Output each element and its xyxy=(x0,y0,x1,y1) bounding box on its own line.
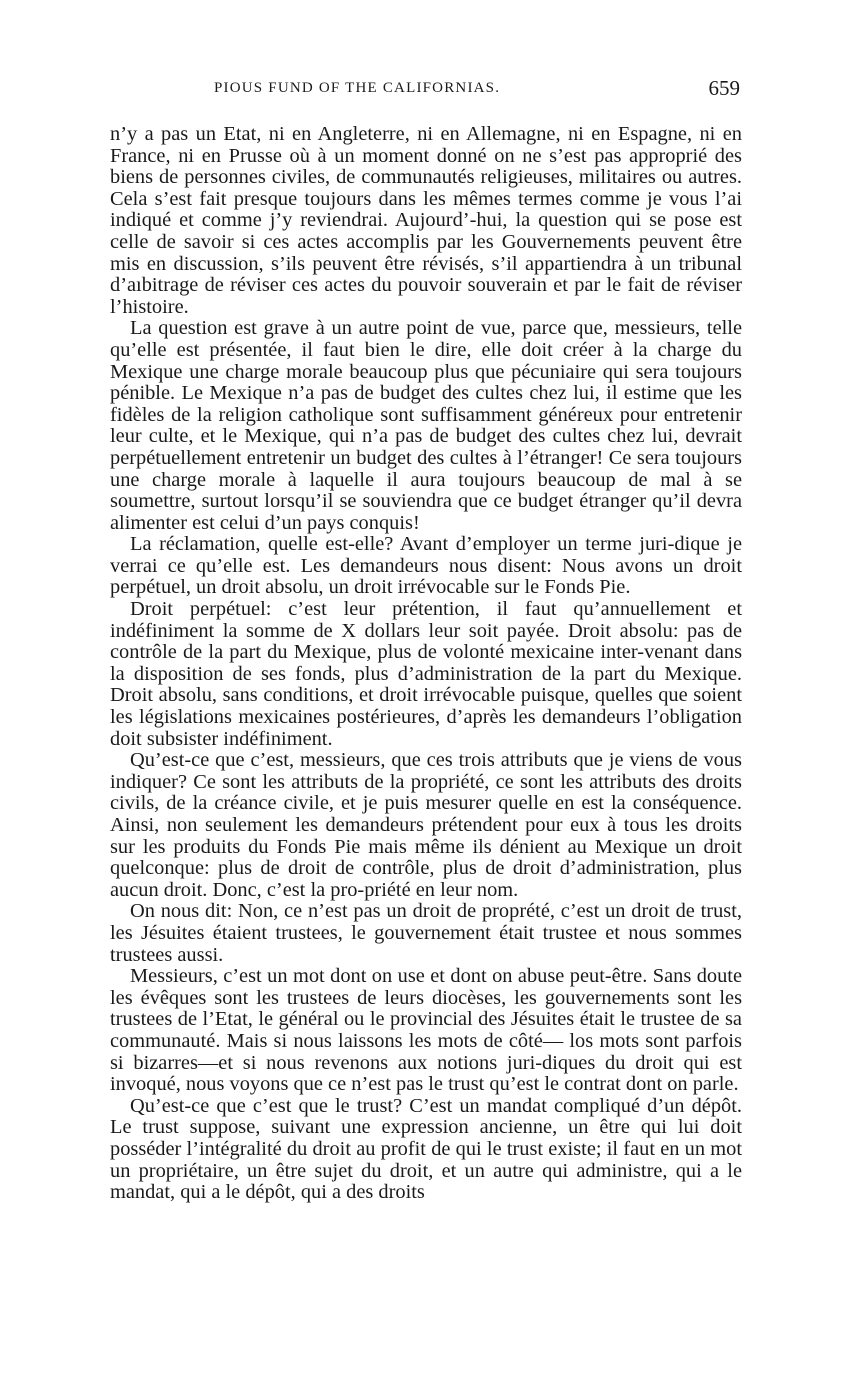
page-number: 659 xyxy=(708,76,740,100)
paragraph: Droit perpétuel: c’est leur prétention, il faut qu’annuellement et indéfiniment la somme de X dollars leur soit payée. Droit absolu: pas de contrôle de la part du Mexique, plus de volonté mexicaine inter-venant dans la disposition de ses fonds, plus d’administration de la part du Mexique. Droit absolu, sans conditions, et droit irrévocable puisque, quelles que soient les législations mexicaines postérieures, d’après les demandeurs l’obligation doit subsister indéfiniment. xyxy=(110,598,742,750)
paragraph: Messieurs, c’est un mot dont on use et dont on abuse peut-être. Sans doute les évêques sont les trustees de leurs diocèses, les gouvernements sont les trustees de l’Etat, le général ou le provincial des Jésuites était le trustee de sa communauté. Mais si nous laissons les mots de côté— los mots sont parfois si bizarres—et si nous revenons aux notions juri-diques du droit qui est invoqué, nous voyons que ce n’est pas le trust qu’est le contrat dont on parle. xyxy=(110,965,742,1096)
paragraph: Qu’est-ce que c’est, messieurs, que ces trois attributs que je viens de vous indiquer? Ce sont les attributs de la propriété, ce sont les attributs des droits civils, de la créance civile, et je puis mesurer quelle en est la conséquence. Ainsi, non seulement les demandeurs prétendent pour eux à tous les droits sur les produits du Fonds Pie mais même ils dénient au Mexique un droit quelconque: plus de droit de contrôle, plus de droit d’administration, plus aucun droit. Donc, c’est la pro-priété en leur nom. xyxy=(110,749,742,901)
running-title: PIOUS FUND OF THE CALIFORNIAS. xyxy=(214,80,501,96)
paragraph: n’y a pas un Etat, ni en Angleterre, ni en Allemagne, ni en Espagne, ni en France, ni en Prusse où à un moment donné on ne s’est pas approprié des biens de personnes civiles, de communautés religieuses, militaires ou autres. Cela s’est fait presque toujours dans les mêmes termes comme je vous l’ai indiqué et comme j’y reviendrai. Aujourd’-hui, la question qui se pose est celle de savoir si ces actes accomplis par les Gouvernements peuvent être mis en discussion, s’ils peuvent être révisés, s’il appartiendra à un tribunal d’aıbitrage de réviser ces actes du pouvoir souverain et par le fait de réviser l’histoire. xyxy=(110,123,742,318)
paragraph: On nous dit: Non, ce n’est pas un droit de proprété, c’est un droit de trust, les Jésuites étaient trustees, le gouvernement était trustee et nous sommes trustees aussi. xyxy=(110,900,742,966)
running-head xyxy=(110,76,740,102)
paragraph: Qu’est-ce que c’est que le trust? C’est un mandat compliqué d’un dépôt. Le trust suppose, suivant une expression ancienne, un être qui lui doit posséder l’intégralité du droit au profit de qui le trust existe; il faut en un mot un propriétaire, un être sujet du droit, et un autre qui administre, qui a le mandat, qui a le dépôt, qui a des droits xyxy=(110,1094,742,1204)
paragraph: La réclamation, quelle est-elle? Avant d’employer un terme juri-dique je verrai ce qu’elle est. Les demandeurs nous disent: Nous avons un droit perpétuel, un droit absolu, un droit irrévocable sur le Fonds Pie. xyxy=(110,533,742,599)
body-text xyxy=(110,124,742,1204)
paragraph: La question est grave à un autre point de vue, parce que, messieurs, telle qu’elle est présentée, il faut bien le dire, elle doit créer à la charge du Mexique une charge morale beaucoup plus que pécuniaire qui sera toujours pénible. Le Mexique n’a pas de budget des cultes chez lui, il estime que les fidèles de la religion catholique sont suffisamment généreux pour entretenir leur culte, et le Mexique, qui n’a pas de budget des cultes chez lui, devrait perpétuellement entretenir un budget des cultes à l’étranger! Ce sera toujours une charge morale à laquelle il aura toujours beaucoup de mal à se soumettre, surtout lorsqu’il se souviendra que ce budget étranger qu’il devra alimenter est celui d’un pays conquis! xyxy=(110,317,742,534)
